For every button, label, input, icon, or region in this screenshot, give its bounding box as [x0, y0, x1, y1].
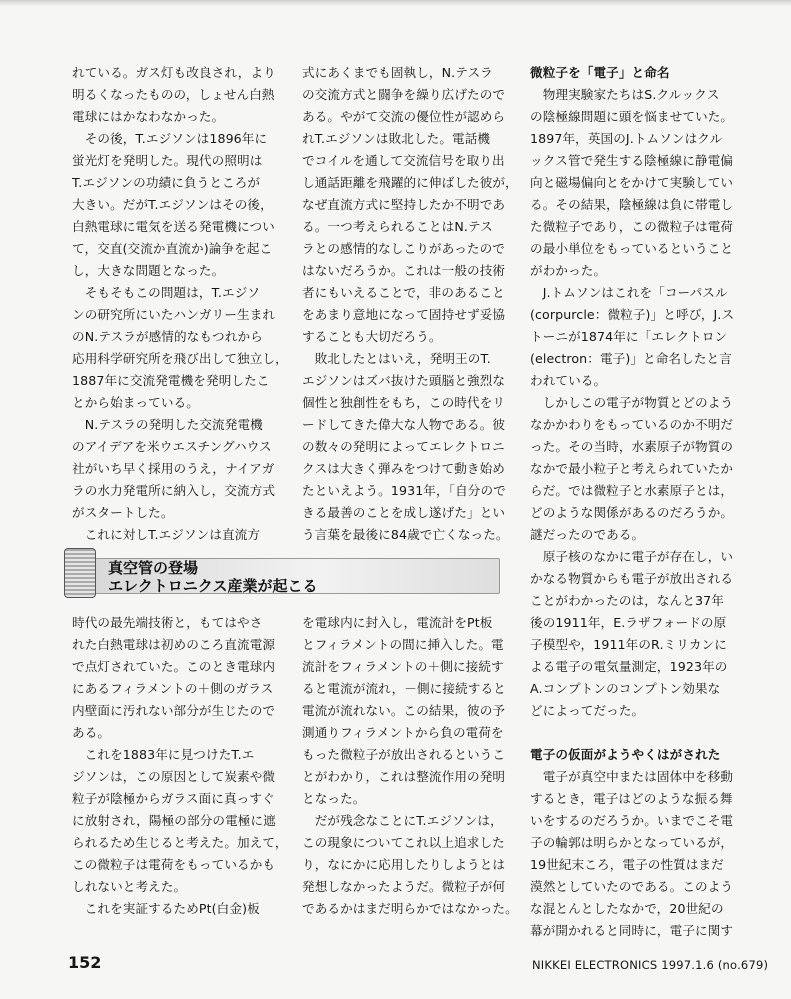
text-line: 子の輪郭は明らかとなっているが， [530, 835, 734, 850]
text-line: 発想しなかったようだ。微粒子が何 [302, 879, 506, 894]
text-line: この微粒子は電荷をもっているかも [72, 857, 276, 872]
text-line: れている。ガス灯も改良され，より [72, 65, 276, 80]
text-line: するとき，電子はどのような振る舞 [530, 791, 733, 806]
text-line: 1887年に交流発電機を発明したこ [72, 373, 270, 388]
text-line: これを実証するためPt(白金)板 [72, 901, 260, 916]
text-line: そもそもこの問題は，T.エジソ [72, 285, 261, 300]
text-line: ックス管で発生する陰極線に静電偏 [530, 153, 733, 168]
text-line: ラの水力発電所に納入し，交流方式 [72, 483, 276, 498]
banner-ornament-icon [64, 548, 96, 598]
text-line: N.テスラの発明した交流発電機 [72, 417, 263, 432]
text-line: これに対しT.エジソンは直流方 [72, 527, 261, 542]
text-line: とがわかり，これは整流作用の発明 [302, 769, 506, 784]
column-3 [530, 62, 740, 942]
text-line: であるかはまだ明らかではなかった。 [302, 901, 518, 916]
text-line: の陰極線問題に頭を悩ませていた。 [530, 109, 734, 124]
text-line: 敗北したとはいえ，発明王のT. [302, 351, 491, 366]
text-line: ると電流が流れ，－側に接続すると [302, 681, 506, 696]
text-line: ことがわかったのは，なんと37年 [530, 593, 724, 608]
text-line: ある。 [72, 725, 111, 740]
text-line: 者にもいえることで，非のあること [302, 285, 505, 300]
text-line: しれないと考えた。 [72, 879, 187, 894]
text-line: きる最善のことを成し遂げた」とい [302, 505, 506, 520]
text-line: はないだろうか。これは一般の技術 [302, 263, 506, 278]
text-line: ードしてきた偉大な人物である。彼 [302, 417, 506, 432]
text-line: 粒子が陰極からガラス面に真っすぐ [72, 791, 275, 806]
column-5 [302, 612, 518, 920]
text-line: ジソンは，この原因として炭素や微 [72, 769, 276, 784]
section-heading: 電子の仮面がようやくはがされた [530, 747, 721, 762]
text-line: にあるフィラメントの＋側のガラス [72, 681, 274, 696]
text-line: これを1883年に見つけたT.エ [72, 747, 255, 762]
text-line: どによってだった。 [530, 703, 645, 718]
text-line: 漠然としていたのである。このよう [530, 879, 734, 894]
text-line [530, 722, 740, 744]
text-line: なぜ直流方式に堅持したか不明であ [302, 197, 506, 212]
text-line: に放射され，陽極の部分の電極に遮 [72, 813, 276, 828]
text-line: 個性と独創性をもち，この時代をリ [302, 395, 506, 410]
text-line: た微粒子であり，この微粒子は電荷 [530, 219, 734, 234]
text-line: することも大切だろう。 [302, 329, 442, 344]
text-line: この現象についてこれ以上追求した [302, 835, 505, 850]
text-line: J.トムソンはこれを「コーパスル [530, 285, 728, 300]
text-line: を電球内に封入し，電流計をPt板 [302, 615, 493, 630]
text-line: れた白熱電球は初めのころ直流電源 [72, 637, 276, 652]
text-line: の数々の発明によってエレクトロニ [302, 439, 505, 454]
text-line: でコイルを通して交流信号を取り出 [302, 153, 505, 168]
text-line: となった。 [302, 791, 366, 806]
text-line: 原子核のなかに電子が存在し，い [530, 549, 734, 564]
text-line: 物理実験家たちはS.クルックス [530, 87, 720, 102]
text-line: 謎だったのである。 [530, 527, 645, 542]
column-4 [72, 612, 288, 920]
text-line: とフィラメントの間に挿入した。電 [302, 637, 504, 652]
text-line: クスは大きく弾みをつけて動き始め [302, 461, 505, 476]
column-2 [302, 62, 518, 546]
text-line: がスタートした。 [72, 505, 174, 520]
text-line: トーニが1874年に「エレクトロン [530, 329, 728, 344]
publication-info: NIKKEI ELECTRONICS 1997.1.6 (no.679) [532, 958, 769, 972]
text-line: 1897年，英国のJ.トムソンはクル [530, 131, 723, 146]
text-line: な混とんとしたなかで，20世紀の [530, 901, 724, 916]
text-line: しかしこの電子が物質とどのよう [530, 395, 734, 410]
text-line: たといえよう。1931年，「自分ので [302, 483, 506, 498]
text-line: T.エジソンの功績に負うところが [72, 175, 261, 190]
text-line: どのような関係があるのだろうか。 [530, 505, 734, 520]
text-line: なかかわりをもっているのか不明だ [530, 417, 734, 432]
text-line: った。その当時，水素原子が物質の [530, 439, 734, 454]
text-line: し通話距離を飛躍的に伸ばした彼が， [302, 175, 518, 190]
text-line: いをするのだろうか。いまでこそ電 [530, 813, 734, 828]
text-line: 向と磁場偏向とをかけて実験してい [530, 175, 734, 190]
text-line: 時代の最先端技術と，もてはやさ [72, 615, 263, 630]
text-line: その後，T.エジソンは1896年に [72, 131, 268, 146]
text-line: をあまり意地になって固持せず妥協 [302, 307, 506, 322]
text-line: 蛍光灯を発明した。現代の照明は [72, 153, 263, 168]
text-line: とから始まっている。 [72, 395, 199, 410]
text-line: ンの研究所にいたハンガリー生まれ [72, 307, 276, 322]
text-line: 電子が真空中または固体中を移動 [530, 769, 734, 784]
text-line: 子模型や，1911年のR.ミリカンに [530, 637, 727, 652]
text-line: らだ。では微粒子と水素原子とは， [530, 483, 734, 498]
text-line: だが残念なことにT.エジソンは， [302, 813, 503, 828]
text-line: る。その結果，陰極線は負に帯電し [530, 197, 734, 212]
text-line: れT.エジソンは敗北した。電話機 [302, 131, 491, 146]
text-line: 19世紀末ころ，電子の性質はまだ [530, 857, 724, 872]
text-line: 明るくなったものの，しょせん白熱 [72, 87, 275, 102]
text-line: 電流が流れない。この結果，彼の予 [302, 703, 506, 718]
text-line: り，なにかに応用したりしようとは [302, 857, 506, 872]
section-banner [64, 548, 504, 596]
text-line: で点灯されていた。このとき電球内 [72, 659, 276, 674]
text-line: かなる物質からも電子が放出される [530, 571, 734, 586]
text-line: 測通りフィラメントから負の電荷を [302, 725, 504, 740]
banner-title-line1: 真空管の登場 [108, 559, 199, 577]
text-line: 流計をフィラメントの＋側に接続す [302, 659, 504, 674]
text-line: 社がいち早く採用のうえ，ナイアガ [72, 461, 275, 476]
column-1 [72, 62, 288, 546]
text-line: 後の1911年，E.ラザフォードの原 [530, 615, 727, 630]
page-number: 152 [68, 953, 102, 972]
text-line: 幕が開かれると同時に，電子に関す [530, 923, 734, 938]
text-line: られるため生じると考えた。加えて， [72, 835, 288, 850]
text-line: われている。 [530, 373, 607, 388]
text-line: の交流方式と闘争を繰り広げたので [302, 87, 506, 102]
text-line: (electron：電子)」と命名したと言 [530, 351, 732, 366]
text-line: 内壁面に汚れない部分が生じたので [72, 703, 276, 718]
text-line: ある。やがて交流の優位性が認めら [302, 109, 506, 124]
text-line: のアイデアを米ウエスチングハウス [72, 439, 272, 454]
page-top-edge [0, 0, 791, 6]
text-line: よる電子の電気量測定，1923年の [530, 659, 728, 674]
text-line: がわかった。 [530, 263, 607, 278]
banner-title-line2: エレクトロニクス産業が起こる [108, 577, 318, 595]
text-line: て，交直(交流か直流か)論争を起こ [72, 241, 273, 256]
text-line: 式にあくまでも固執し，N.テスラ [302, 65, 493, 80]
text-line: 応用科学研究所を飛び出して独立し， [72, 351, 288, 366]
section-heading: 微粒子を「電子」と命名 [530, 65, 670, 80]
text-line: ラとの感情的なしこりがあったので [302, 241, 505, 256]
text-line: エジソンはズバ抜けた頭脳と強烈な [302, 373, 506, 388]
text-line: る。一つ考えられることはN.テス [302, 219, 493, 234]
text-line: なかで最小粒子と考えられていたか [530, 461, 734, 476]
text-line: の最小単位をもっているということ [530, 241, 734, 256]
text-line: し，大きな問題となった。 [72, 263, 225, 278]
text-line: もった微粒子が放出されるというこ [302, 747, 506, 762]
text-line: う言葉を最後に84歳で亡くなった。 [302, 527, 509, 542]
text-line: のN.テスラが感情的なもつれから [72, 329, 263, 344]
text-line: 電球にはかなわなかった。 [72, 109, 225, 124]
text-line: 白熱電球に電気を送る発電機につい [72, 219, 275, 234]
text-line: A.コンプトンのコンプトン効果な [530, 681, 721, 696]
text-line: 大きい。だがT.エジソンはその後， [72, 197, 273, 212]
text-line: (corpurcle：微粒子)」と呼び，J.ス [530, 307, 735, 322]
